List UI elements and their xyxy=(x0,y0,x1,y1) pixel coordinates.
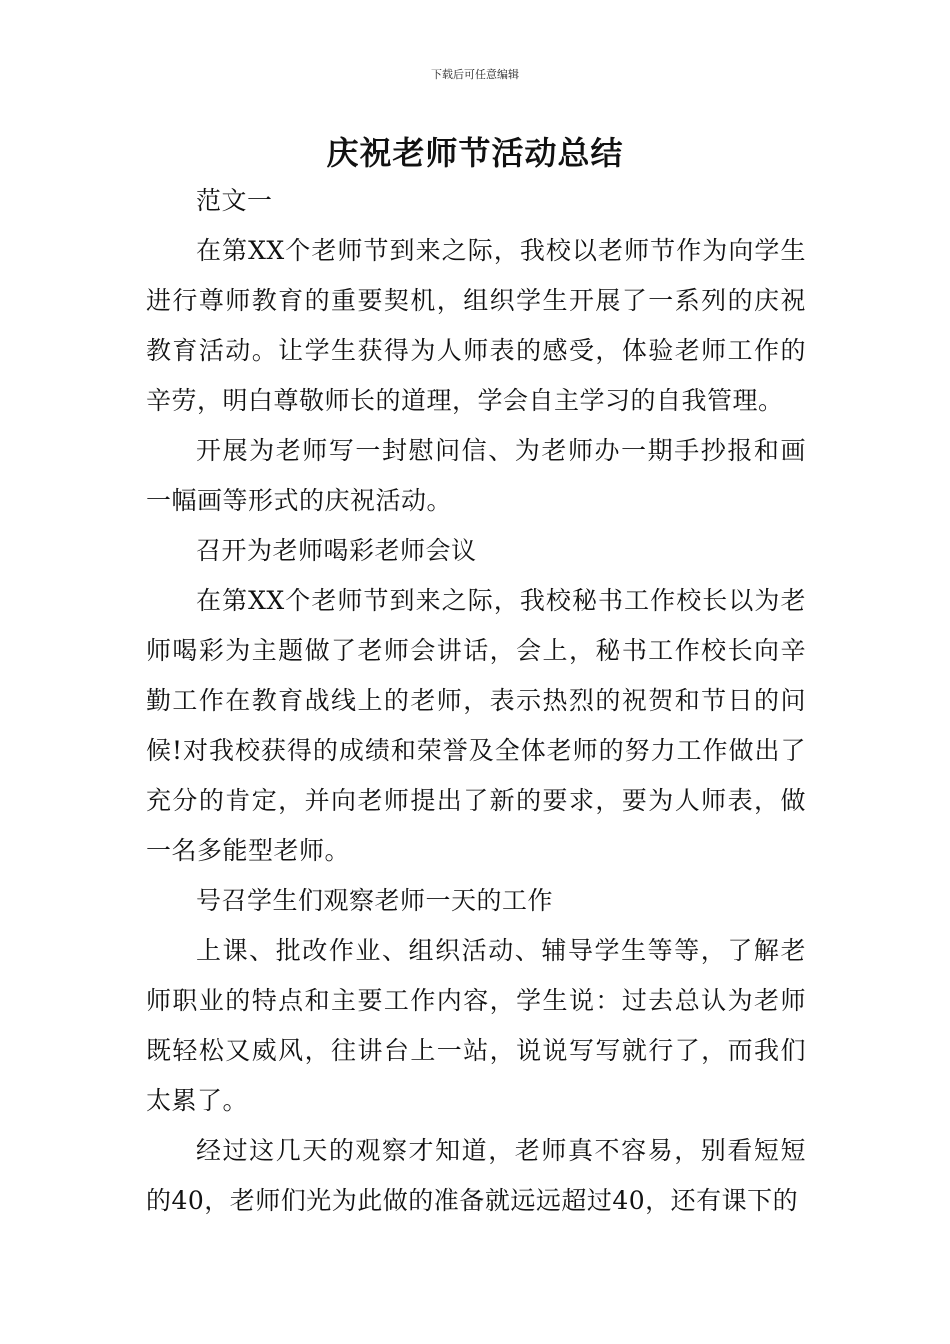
paragraph: 上课、批改作业、组织活动、辅导学生等等，了解老师职业的特点和主要工作内容，学生说：过去总认为老师既轻松又威风，往讲台上一站，说说写写就行了，而我们太累了。 xyxy=(146,936,806,1115)
paragraph-sample-label: 范文一 xyxy=(196,186,273,215)
paragraph: 经过这几天的观察才知道，老师真不容易，别看短短的40，老师们光为此做的准备就远远超过40，还有课下的 xyxy=(146,1136,806,1215)
paragraph: 在第XX个老师节到来之际，我校以老师节作为向学生进行尊师教育的重要契机，组织学生开展了一系列的庆祝教育活动。让学生获得为人师表的感受，体验老师工作的辛劳，明白尊敬师长的道理，学会自主学习的自我管理。 xyxy=(146,236,806,415)
header-note: 下载后可任意编辑 xyxy=(431,68,519,81)
paragraph: 在第XX个老师节到来之际，我校秘书工作校长以为老师喝彩为主题做了老师会讲话，会上，秘书工作校长向辛勤工作在教育战线上的老师，表示热烈的祝贺和节日的问候!对我校获得的成绩和荣誉及全体老师的努力工作做出了充分的肯定，并向老师提出了新的要求，要为人师表，做一名多能型老师。 xyxy=(146,586,806,865)
document-title: 庆祝老师节活动总结 xyxy=(326,134,624,172)
section-heading: 号召学生们观察老师一天的工作 xyxy=(196,886,554,915)
paragraph: 开展为老师写一封慰问信、为老师办一期手抄报和画一幅画等形式的庆祝活动。 xyxy=(146,436,806,515)
document-body xyxy=(146,176,806,1226)
section-heading: 召开为老师喝彩老师会议 xyxy=(196,536,477,565)
